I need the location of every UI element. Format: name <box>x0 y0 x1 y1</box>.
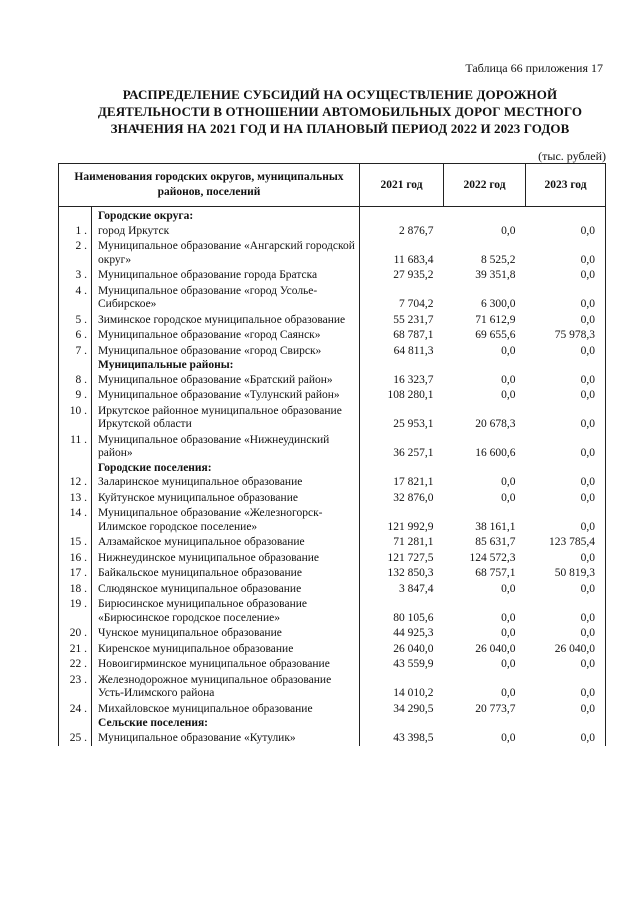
table-row <box>59 268 606 284</box>
table-row <box>59 388 606 404</box>
value-2023: 0,0 <box>526 313 606 329</box>
table-header-row <box>59 164 606 207</box>
value-2023: 0,0 <box>526 475 606 491</box>
value-2022: 20 678,3 <box>475 418 516 430</box>
row-name: Бирюсинское муниципальное образование «Бирюсинское городское поселение» <box>92 597 360 626</box>
table-row <box>59 642 606 658</box>
value-2023: 0,0 <box>526 597 606 626</box>
value-2021: 121 992,9 <box>387 520 434 533</box>
row-number: 14 . <box>59 506 92 535</box>
row-name: Железнодорожное муниципальное образование Усть-Илимского района <box>92 673 360 702</box>
table-row <box>59 702 606 718</box>
value-2021: 2 876,7 <box>399 224 434 237</box>
value-2021: 34 290,5 <box>393 702 434 715</box>
value-2021: 132 850,3 <box>387 567 434 579</box>
row-number: 22 . <box>59 657 92 673</box>
table-row <box>59 582 606 598</box>
value-2021: 43 398,5 <box>393 731 434 744</box>
table-row <box>59 626 606 642</box>
value-2021: 108 280,1 <box>387 389 434 401</box>
table-body <box>59 207 606 747</box>
value-2021 <box>360 717 444 731</box>
row-name: Муниципальное образование города Братска <box>92 268 360 284</box>
value-2022: 0,0 <box>501 491 516 504</box>
value-2021: 32 876,0 <box>393 491 434 504</box>
value-2021 <box>360 462 444 476</box>
value-2021: 71 281,1 <box>393 536 434 548</box>
value-2021 <box>360 359 444 373</box>
value-2021: 121 727,5 <box>387 551 434 564</box>
value-2023: 0,0 <box>526 404 606 433</box>
table-row <box>59 657 606 673</box>
row-name: Новоигирминское муниципальное образование <box>92 657 360 673</box>
row-number: 8 . <box>59 373 92 389</box>
value-2023: 123 785,4 <box>526 535 606 551</box>
row-number: 9 . <box>59 388 92 404</box>
table-row <box>59 404 606 433</box>
section-title: Муниципальные районы: <box>92 359 360 373</box>
row-number: 4 . <box>59 284 92 313</box>
row-number <box>59 359 92 373</box>
row-number: 19 . <box>59 597 92 626</box>
row-name: Заларинское муниципальное образование <box>92 475 360 491</box>
value-2021: 55 231,7 <box>393 313 434 326</box>
section-row <box>59 359 606 373</box>
value-2021: 27 935,2 <box>393 269 434 281</box>
section-title: Сельские поселения: <box>92 717 360 731</box>
row-number: 7 . <box>59 344 92 360</box>
row-number: 3 . <box>59 268 92 284</box>
value-2021: 17 821,1 <box>393 476 434 488</box>
value-2022: 0,0 <box>501 611 516 624</box>
table-row <box>59 373 606 389</box>
row-number: 12 . <box>59 475 92 491</box>
value-2021: 16 323,7 <box>393 373 434 386</box>
row-name: Слюдянское муниципальное образование <box>92 582 360 598</box>
value-2023: 0,0 <box>526 491 606 507</box>
value-2021 <box>360 207 444 224</box>
value-2022: 8 525,2 <box>481 253 516 266</box>
column-header-2021: 2021 год <box>360 164 444 207</box>
value-2023: 0,0 <box>526 582 606 598</box>
value-2022: 0,0 <box>501 731 516 744</box>
units-note: (тыс. рублей) <box>538 149 606 163</box>
table-row <box>59 535 606 551</box>
table-row <box>59 224 606 240</box>
value-2022: 0,0 <box>501 389 516 401</box>
value-2022: 69 655,6 <box>475 329 516 341</box>
value-2023: 0,0 <box>526 626 606 642</box>
row-number: 1 . <box>59 224 92 240</box>
row-number: 18 . <box>59 582 92 598</box>
value-2023 <box>526 717 606 731</box>
section-row <box>59 462 606 476</box>
table-row <box>59 597 606 626</box>
table-row <box>59 344 606 360</box>
row-number: 21 . <box>59 642 92 658</box>
row-number <box>59 207 92 224</box>
value-2021: 25 953,1 <box>393 418 434 430</box>
table-row <box>59 313 606 329</box>
row-number <box>59 462 92 476</box>
table-row <box>59 731 606 747</box>
value-2023: 0,0 <box>526 373 606 389</box>
title-line: ДЕЯТЕЛЬНОСТИ В ОТНОШЕНИИ АВТОМОБИЛЬНЫХ ДОРОГ МЕСТНОГО <box>97 104 583 119</box>
value-2022: 124 572,3 <box>469 551 516 564</box>
table-row <box>59 328 606 344</box>
value-2022: 26 040,0 <box>475 642 516 655</box>
row-name: Михайловское муниципальное образование <box>92 702 360 718</box>
value-2021: 3 847,4 <box>399 582 434 595</box>
value-2022: 0,0 <box>501 224 516 237</box>
value-2021: 80 105,6 <box>393 611 434 624</box>
value-2021: 14 010,2 <box>393 687 434 699</box>
value-2023 <box>526 359 606 373</box>
page-reference: Таблица 66 приложения 17 <box>465 61 603 75</box>
section-row <box>59 207 606 224</box>
value-2023: 0,0 <box>526 239 606 268</box>
value-2023: 0,0 <box>526 344 606 360</box>
table-row <box>59 284 606 313</box>
table-row <box>59 551 606 567</box>
row-number: 23 . <box>59 673 92 702</box>
value-2022 <box>444 359 526 373</box>
row-name: Чунское муниципальное образование <box>92 626 360 642</box>
value-2023: 0,0 <box>526 284 606 313</box>
row-number: 2 . <box>59 239 92 268</box>
value-2023: 0,0 <box>526 657 606 673</box>
row-name: Зиминское городское муниципальное образование <box>92 313 360 329</box>
value-2023: 50 819,3 <box>526 566 606 582</box>
value-2023: 0,0 <box>526 388 606 404</box>
table-row <box>59 673 606 702</box>
value-2021: 26 040,0 <box>393 642 434 655</box>
row-number: 13 . <box>59 491 92 507</box>
value-2023: 0,0 <box>526 506 606 535</box>
column-header-2022: 2022 год <box>444 164 526 207</box>
row-number: 20 . <box>59 626 92 642</box>
value-2022: 68 757,1 <box>475 567 516 579</box>
row-name: Муниципальное образование «Нижнеудинский район» <box>92 433 360 462</box>
value-2021: 68 787,1 <box>393 329 434 341</box>
column-header-name: Наименования городских округов, муниципальных районов, поселений <box>59 164 360 207</box>
document-title <box>90 86 590 137</box>
row-number: 17 . <box>59 566 92 582</box>
title-line: ЗНАЧЕНИЯ НА 2021 ГОД И НА ПЛАНОВЫЙ ПЕРИОД 2022 И 2023 ГОДОВ <box>110 121 570 136</box>
table-row <box>59 475 606 491</box>
row-name: Муниципальное образование «Ангарский городской округ» <box>92 239 360 268</box>
row-name: Байкальское муниципальное образование <box>92 566 360 582</box>
table-row <box>59 506 606 535</box>
column-header-2023: 2023 год <box>526 164 606 207</box>
row-name: Киренское муниципальное образование <box>92 642 360 658</box>
value-2022 <box>444 462 526 476</box>
value-2023: 0,0 <box>526 268 606 284</box>
row-name: Муниципальное образование «Кутулик» <box>92 731 360 747</box>
value-2023 <box>526 462 606 476</box>
row-number: 11 . <box>59 433 92 462</box>
table-row <box>59 491 606 507</box>
value-2021: 36 257,1 <box>393 447 434 459</box>
value-2021: 11 683,4 <box>393 253 434 266</box>
value-2022: 0,0 <box>501 476 516 488</box>
value-2021: 64 811,3 <box>393 344 434 357</box>
row-number: 25 . <box>59 731 92 747</box>
value-2023: 0,0 <box>526 702 606 718</box>
value-2023: 26 040,0 <box>526 642 606 658</box>
value-2022: 38 161,1 <box>475 520 516 533</box>
row-name: Нижнеудинское муниципальное образование <box>92 551 360 567</box>
value-2022: 6 300,0 <box>481 298 516 310</box>
value-2022: 0,0 <box>501 658 516 670</box>
value-2021: 43 559,9 <box>393 658 434 670</box>
value-2023 <box>526 207 606 224</box>
value-2022 <box>444 207 526 224</box>
value-2023: 0,0 <box>526 731 606 747</box>
row-name: Алзамайское муниципальное образование <box>92 535 360 551</box>
value-2022 <box>444 717 526 731</box>
value-2022: 0,0 <box>501 627 516 639</box>
value-2021: 44 925,3 <box>393 627 434 639</box>
table-row <box>59 566 606 582</box>
value-2023: 0,0 <box>526 224 606 240</box>
row-number: 10 . <box>59 404 92 433</box>
section-title: Городские округа: <box>92 207 360 224</box>
value-2022: 85 631,7 <box>475 536 516 548</box>
row-number: 15 . <box>59 535 92 551</box>
row-name: Иркутское районное муниципальное образование Иркутской области <box>92 404 360 433</box>
row-name: Муниципальное образование «город Свирск» <box>92 344 360 360</box>
value-2022: 0,0 <box>501 344 516 357</box>
value-2022: 0,0 <box>501 582 516 595</box>
row-name: Муниципальное образование «Тулунский район» <box>92 388 360 404</box>
table-row <box>59 433 606 462</box>
value-2022: 20 773,7 <box>475 702 516 715</box>
value-2022: 16 600,6 <box>475 447 516 459</box>
value-2021: 7 704,2 <box>399 298 434 310</box>
row-name: Куйтунское муниципальное образование <box>92 491 360 507</box>
value-2023: 0,0 <box>526 673 606 702</box>
value-2022: 39 351,8 <box>475 269 516 281</box>
value-2023: 0,0 <box>526 433 606 462</box>
row-name: Муниципальное образование «Железногорск-Илимское городское поселение» <box>92 506 360 535</box>
row-name: город Иркутск <box>92 224 360 240</box>
value-2022: 0,0 <box>501 373 516 386</box>
row-number: 24 . <box>59 702 92 718</box>
row-name: Муниципальное образование «Братский район» <box>92 373 360 389</box>
row-number: 6 . <box>59 328 92 344</box>
row-number: 16 . <box>59 551 92 567</box>
row-name: Муниципальное образование «город Саянск» <box>92 328 360 344</box>
section-title: Городские поселения: <box>92 462 360 476</box>
table-row <box>59 239 606 268</box>
subsidy-table <box>58 163 606 746</box>
value-2023: 0,0 <box>526 551 606 567</box>
value-2022: 71 612,9 <box>475 313 516 326</box>
title-line: РАСПРЕДЕЛЕНИЕ СУБСИДИЙ НА ОСУЩЕСТВЛЕНИЕ ДОРОЖНОЙ <box>122 87 558 102</box>
row-name: Муниципальное образование «город Усолье-Сибирское» <box>92 284 360 313</box>
row-number: 5 . <box>59 313 92 329</box>
value-2022: 0,0 <box>501 687 516 699</box>
row-number <box>59 717 92 731</box>
section-row <box>59 717 606 731</box>
value-2023: 75 978,3 <box>526 328 606 344</box>
